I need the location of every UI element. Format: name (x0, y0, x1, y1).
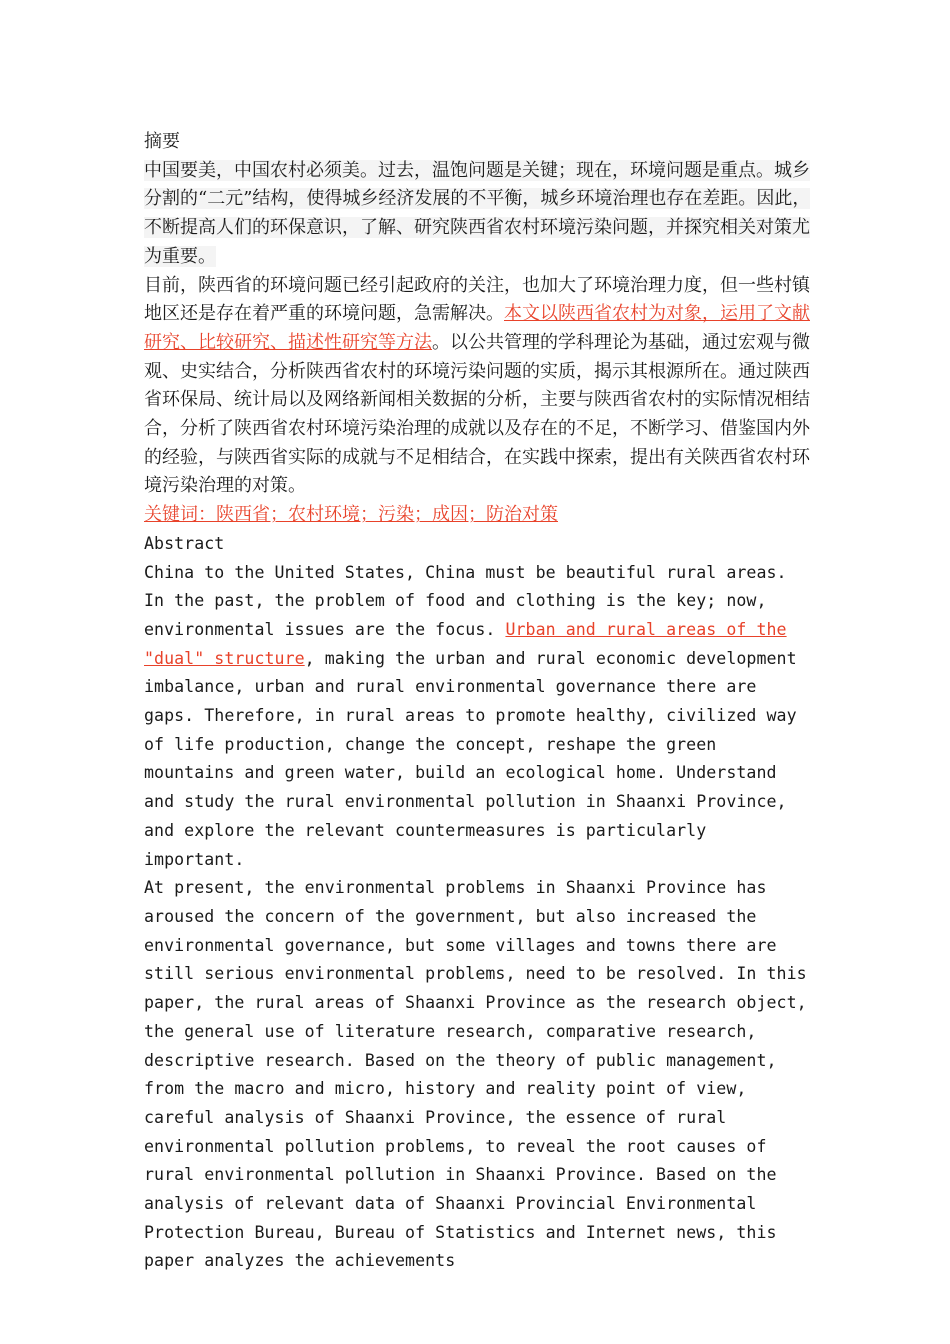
abstract-heading-cn: 摘要 (144, 131, 180, 152)
paragraph-text: China to the United States, China must be beautiful rural areas. In the past, the problem of food and clothing is the key; now, environmental issues are the focus. (144, 562, 787, 639)
abstract-paragraph-cn-1 (144, 157, 816, 272)
research-methods-link[interactable]: 本文以陕西省农村为对象，运用了文献研究、比较研究、描述性研究等方法 (144, 303, 810, 353)
dual-structure-link[interactable]: Urban and rural areas of the "dual" structure (144, 619, 787, 668)
keywords-cn[interactable]: 关键词：陕西省；农村环境；污染；成因；防治对策 (144, 504, 558, 526)
abstract-paragraph-en-1 (144, 559, 816, 875)
paragraph-text: 。以公共管理的学科理论为基础，通过宏观与微观、史实结合，分析陕西省农村的环境污染问题的实质，揭示其根源所在。通过陕西省环保局、统计局以及网络新闻相关数据的分析，主要与陕西省农村的实际情况相结合，分析了陕西省农村环境污染治理的成就以及存在的不足，不断学习、借鉴国内外的经验，与陕西省实际的成就与不足相结合，在实践中探索，提出有关陕西省农村环境污染治理的对策。 (144, 331, 810, 497)
paragraph-text: 目前，陕西省的环境问题已经引起政府的关注，也加大了环境治理力度，但一些村镇地区还是存在着严重的环境问题，急需解决。 (144, 274, 810, 325)
abstract-heading-en: Abstract (144, 533, 225, 553)
abstract-content (144, 128, 816, 1276)
abstract-paragraph-cn-2 (144, 272, 816, 502)
paragraph-text: , making the urban and rural economic development imbalance, urban and rural environmental governance there are gaps. Therefore, in rural areas to promote healthy, civilized way of life production, change the concept, reshape the green mountains and green water, build an ecological home. Understand and study the rural environmental pollution in Shaanxi Province, and explore the relevant countermeasures is particularly important. (144, 648, 797, 869)
abstract-paragraph-en-2: At present, the environmental problems in Shaanxi Province has aroused the concern of the government, but also increased the environmental governance, but some villages and towns there are still serious environmental problems, need to be resolved. In this paper, the rural areas of Shaanxi Province as the research object, the general use of literature research, comparative research, descriptive research. Based on the theory of public management, from the macro and micro, history and reality point of view, careful analysis of Shaanxi Province, the essence of rural environmental pollution problems, to reveal the root causes of rural environmental pollution in Shaanxi Province. Based on the analysis of relevant data of Shaanxi Provincial Environmental Protection Bureau, Bureau of Statistics and Internet news, this paper analyzes the achievements (144, 878, 807, 1271)
highlighted-text: 中国要美，中国农村必须美。过去，温饱问题是关键；现在，环境问题是重点。城乡分割的“二元”结构，使得城乡经济发展的不平衡，城乡环境治理也存在差距。因此，不断提高人们的环保意识，了解、研究陕西省农村环境污染问题，并探究相关对策尤为重要。 (144, 159, 811, 267)
